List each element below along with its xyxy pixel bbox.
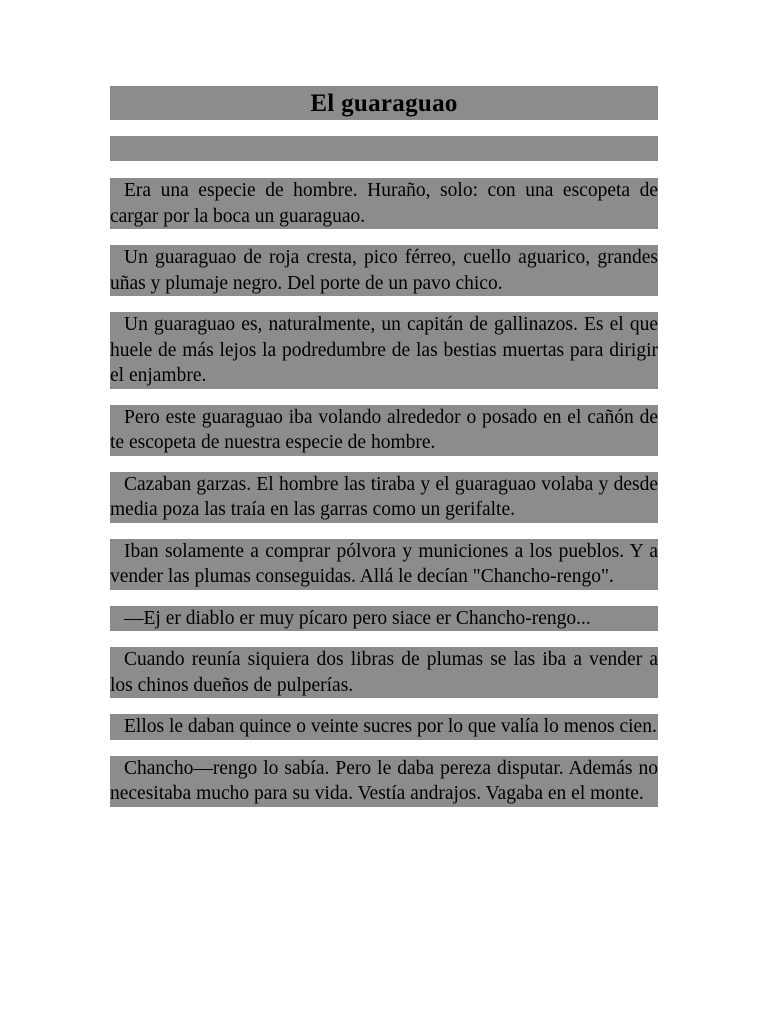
- paragraph: Iban solamente a comprar pólvora y municiones a los pueblos. Y a vender las plumas conseguidas. Allá le decían "Chancho-rengo".: [110, 539, 658, 590]
- document-title: El guaraguao: [310, 89, 458, 117]
- paragraph: Cazaban garzas. El hombre las tiraba y el guaraguao volaba y desde media poza las traía en las garras como un gerifalte.: [110, 472, 658, 523]
- paragraph: Era una especie de hombre. Huraño, solo: con una escopeta de cargar por la boca un guaraguao.: [110, 178, 658, 229]
- paragraph: Ellos le daban quince o veinte sucres por lo que valía lo menos cien.: [110, 714, 658, 740]
- document-page: [110, 86, 658, 823]
- paragraph: Chancho—rengo lo sabía. Pero le daba pereza disputar. Además no necesitaba mucho para su vida. Vestía andrajos. Vagaba en el monte.: [110, 756, 658, 807]
- paragraph: Un guaraguao de roja cresta, pico férreo, cuello aguarico, grandes uñas y plumaje negro. Del porte de un pavo chico.: [110, 245, 658, 296]
- paragraph: Pero este guaraguao iba volando alrededor o posado en el cañón de te escopeta de nuestra especie de hombre.: [110, 405, 658, 456]
- paragraph: —Ej er diablo er muy pícaro pero siace er Chancho-rengo...: [110, 606, 658, 632]
- paragraph: Un guaraguao es, naturalmente, un capitán de gallinazos. Es el que huele de más lejos la podredumbre de las bestias muertas para dirigir el enjambre.: [110, 312, 658, 389]
- paragraph: Cuando reunía siquiera dos libras de plumas se las iba a vender a los chinos dueños de pulperías.: [110, 647, 658, 698]
- blank-highlight-line: [110, 136, 658, 161]
- title-block: [110, 86, 658, 120]
